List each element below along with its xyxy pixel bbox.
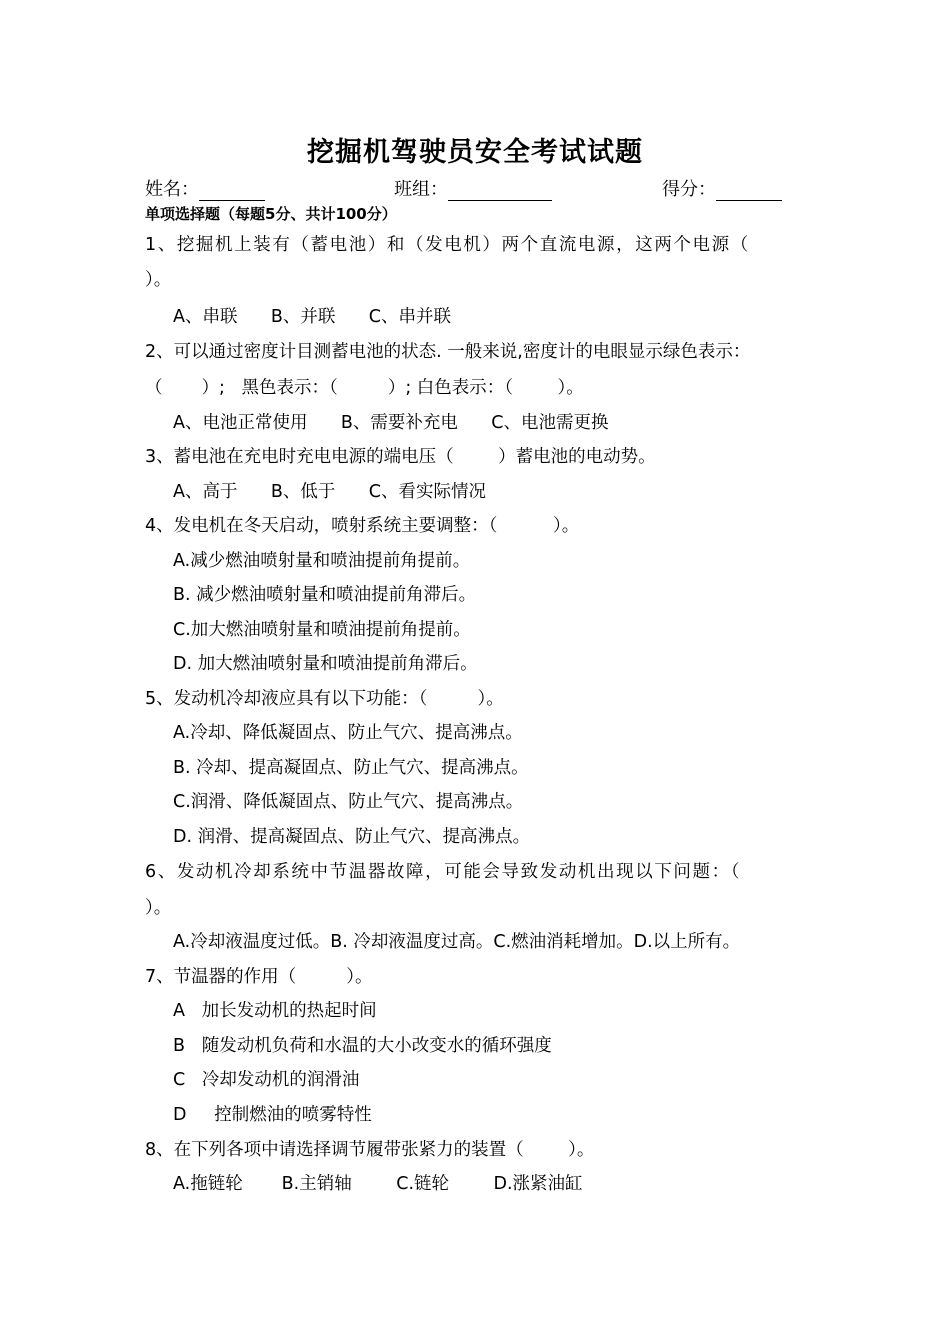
name-label: 姓名：	[145, 179, 199, 200]
score-field	[662, 175, 782, 201]
question-7-option-a: A 加长发动机的热起时间	[173, 1001, 377, 1021]
question-8-text: 8、在下列各项中请选择调节履带张紧力的装置（ ）。	[145, 1140, 595, 1160]
question-4-option-c: C.加大燃油喷射量和喷油提前角提前。	[173, 620, 471, 640]
question-4-text: 4、发电机在冬天启动，喷射系统主要调整：（ ）。	[145, 516, 580, 536]
class-field	[394, 175, 552, 201]
question-1-text-cont: ）。	[145, 270, 172, 290]
question-4-option-b: B. 减少燃油喷射量和喷油提前角滞后。	[173, 585, 477, 605]
question-7-option-d: D 控制燃油的喷雾特性	[173, 1105, 372, 1125]
section-title: 单项选择题（每题5分、共计100分）	[145, 205, 397, 223]
question-5-text: 5、发动机冷却液应具有以下功能：（ ）。	[145, 689, 504, 709]
question-4-option-d: D. 加大燃油喷射量和喷油提前角滞后。	[173, 654, 478, 674]
question-3-text: 3、蓄电池在充电时充电电源的端电压（ ）蓄电池的电动势。	[145, 447, 656, 467]
student-info-row	[0, 175, 950, 201]
page-title: 挖掘机驾驶员安全考试试题	[307, 137, 643, 168]
question-2-text-cont: （ ）; 黑色表示：（ ）; 白色表示：（ ）。	[145, 378, 584, 398]
question-1-text: 1、挖掘机上装有（蓄电池）和（发电机）两个直流电源，这两个电源（	[145, 235, 750, 255]
question-6-text: 6、发动机冷却系统中节温器故障，可能会导致发动机出现以下问题：（	[145, 862, 742, 882]
question-5-option-a: A.冷却、降低凝固点、防止气穴、提高沸点。	[173, 723, 523, 743]
name-field	[145, 175, 265, 201]
question-7-option-b: B 随发动机负荷和水温的大小改变水的循环强度	[173, 1036, 552, 1056]
name-blank	[199, 181, 265, 201]
question-6-options: A.冷却液温度过低。B. 冷却液温度过高。C.燃油消耗增加。D.以上所有。	[173, 932, 741, 952]
question-1-options: A、串联 B、并联 C、串并联	[173, 307, 451, 327]
score-label: 得分：	[662, 179, 716, 200]
question-4-option-a: A.减少燃油喷射量和喷油提前角提前。	[173, 551, 471, 571]
class-blank	[448, 181, 552, 201]
score-blank	[716, 181, 782, 201]
question-2-options: A、电池正常使用 B、需要补充电 C、电池需更换	[173, 413, 609, 433]
question-3-options: A、高于 B、低于 C、看实际情况	[173, 482, 486, 502]
question-8-options: A.拖链轮 B.主销轴 C.链轮 D.涨紧油缸	[173, 1174, 583, 1194]
class-label: 班组：	[394, 179, 448, 200]
question-5-option-b: B. 冷却、提高凝固点、防止气穴、提高沸点。	[173, 758, 529, 778]
question-2-text: 2、可以通过密度计目测蓄电池的状态. 一般来说,密度计的电眼显示绿色表示：	[145, 342, 751, 362]
question-6-text-cont: ）。	[145, 898, 172, 918]
question-5-option-c: C.润滑、降低凝固点、防止气穴、提高沸点。	[173, 792, 524, 812]
question-7-option-c: C 冷却发动机的润滑油	[173, 1070, 360, 1090]
question-5-option-d: D. 润滑、提高凝固点、防止气穴、提高沸点。	[173, 827, 531, 847]
question-7-text: 7、节温器的作用（ ）。	[145, 967, 373, 987]
